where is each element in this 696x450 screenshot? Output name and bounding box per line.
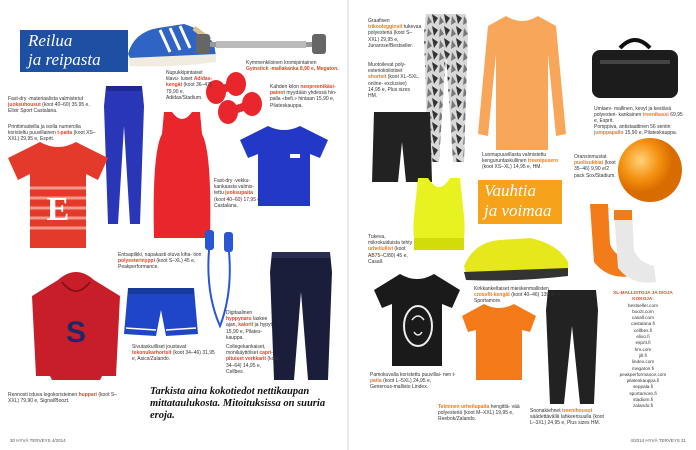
caption-text: Sivutaskuilliset joustavat: [132, 344, 187, 350]
caption-text: esteriokoilotiset: [368, 68, 403, 75]
gym-ball-image: [616, 136, 684, 204]
caption-text: (koot 40–60) 35,95 e,: [42, 102, 90, 109]
caption-socks: [574, 154, 618, 179]
caption-hoodie: [8, 392, 118, 404]
black-capri-image: [544, 290, 600, 406]
store-link: jill.fi: [639, 352, 647, 358]
caption-text: Rennosti istuva logokoristeinen: [8, 392, 78, 398]
store-link: pilateskauppa.fi: [626, 378, 660, 384]
caption-text: Gymstick -mallakanka 8,90 e, Megaton.: [246, 66, 339, 73]
caption-text: jumppapallo: [594, 130, 624, 137]
black-shorts-image: [370, 112, 434, 184]
folio-right: 4/2014 HYVÄ TERVEYS 31: [630, 438, 686, 443]
caption-text: juoksuhousut: [8, 102, 41, 109]
caption-text: (koot XS–XXL) 29,95 e, Esprit.: [8, 130, 96, 143]
caption-skipping-rope: [226, 310, 276, 341]
store-list-title: XL-MALLISTOJA JA ISOJA KOKOJA:: [613, 290, 673, 302]
store-link: seppala.fi: [632, 384, 654, 390]
caption-text: säädettävällä lahkeensuulla (koot: [530, 414, 604, 421]
caption-bag: [594, 106, 688, 125]
caption-text: Fast-dry -materiaalista valmistetut: [8, 96, 84, 102]
caption-text: kankainen: [618, 112, 642, 119]
store-link: sportamore.fi: [629, 390, 657, 396]
caption-black-capri: [530, 408, 610, 427]
caption-blue-shirt: [214, 178, 262, 209]
store-link: hm.com: [634, 346, 652, 352]
caption-text: neopreenikäsi-: [300, 84, 336, 90]
caption-text: (koot S–XXL) 29,95 e,: [368, 30, 413, 43]
svg-text:S: S: [65, 316, 87, 349]
caption-text: luiset: [180, 76, 193, 83]
store-link: peakperformance.com: [619, 371, 667, 377]
caption-text: exclusive) 14,95 e,: [368, 80, 407, 93]
caption-text: AB75–C/80) 45 e,: [368, 252, 408, 259]
caption-sneakers: [166, 70, 214, 101]
caption-text: (koot 36–47) 79,90 e,: [166, 82, 212, 95]
caption-text: Entsapilkki, napakasti otuva kiha-: [118, 252, 192, 258]
caption-text: 19,95 e, Reebok/Zalando.: [438, 410, 514, 423]
caption-text: 15,90 e, Pilateskauppa.: [624, 130, 678, 137]
caption-text: tion: [193, 252, 202, 258]
caption-text: L–3XL) 24,95 e, Plus sizes HM.: [530, 420, 601, 427]
heading-left-line2: ja reipasta: [28, 50, 101, 69]
caption-text: (koot 40–60): [214, 196, 243, 203]
caption-text: (koot 40–46): [511, 292, 540, 299]
caption-text: Casall.: [368, 258, 384, 265]
caption-text: laskee ajan,: [226, 316, 268, 329]
caption-dumbbells: [270, 84, 340, 109]
store-list: [608, 303, 678, 410]
heading-left-line1: Reilua: [28, 31, 73, 50]
caption-text: Kahden kilon: [270, 84, 299, 90]
caption-text: 15,90 e, Pilates-: [226, 328, 263, 335]
caption-text: tekonukarhortsit: [132, 350, 172, 357]
store-link: stadium.fi: [632, 397, 654, 403]
caption-text: (koot: [394, 246, 406, 253]
caption-shaping-shorts: [368, 62, 420, 99]
caption-text: Adidas/Stadium.: [166, 94, 203, 101]
caption-text: nen t-: [442, 372, 456, 378]
caption-text: polyesterinyppi: [118, 258, 155, 265]
caption-text: Generous-mallisto Lindex.: [370, 384, 429, 391]
store-link: casall.com: [631, 315, 655, 321]
caption-text: monikäyttöiset: [226, 350, 258, 357]
store-link: zalando.fi: [632, 403, 654, 409]
caption-text: t-paita: [57, 130, 73, 137]
caption-text: Elixir Sport Castalana.: [8, 108, 58, 115]
gym-bag-image: [590, 38, 680, 100]
caption-text: Kirkkankeltaiset mieskenmallisten: [474, 286, 549, 292]
caption-text: Soonakiehnet: [530, 408, 561, 414]
caption-text: Sox/Stadium.: [585, 172, 616, 179]
caption-text: (koot: [604, 160, 616, 167]
orange-longsleeve-image: [476, 14, 568, 152]
caption-text: tettu: [214, 190, 224, 197]
caption-text: kalorit: [238, 322, 254, 329]
caption-text: huppari: [78, 392, 97, 398]
caption-text: tukevaa polyesteriä: [368, 24, 422, 37]
caption-blue-leggings: [8, 96, 100, 115]
caption-text: tehty: [401, 240, 413, 247]
store-link: megaton.fi: [632, 365, 654, 371]
caption-text: hyppynaru: [226, 316, 252, 323]
caption-text: myydään yhdessä hin-: [286, 90, 337, 97]
caption-text: pituiset verkkarit: [226, 356, 267, 363]
caption-text: capri-: [259, 350, 273, 357]
caption-text: (koot 34–64) 14,95 e,: [226, 356, 279, 369]
store-link: cellbes.fi: [633, 327, 653, 333]
caption-text: Pomppiva, antistaattinen 56 sentin: [594, 124, 671, 130]
caption-gym-ball: [594, 124, 688, 136]
caption-text: puolisukkiat: [574, 160, 604, 167]
weight-bar-image: [196, 26, 326, 62]
caption-text: Tekninen urheilupaita: [438, 404, 490, 410]
caption-text: 17,95 e, Castalana.: [214, 196, 262, 209]
caption-text: (koot L–5XL) 24,95 e,: [383, 378, 432, 385]
caption-text: Pamokuvalla koristettu puuvillai-: [370, 372, 442, 378]
caption-black-tee: [370, 372, 456, 391]
caption-text: Fast-dry -vekku-: [214, 178, 251, 184]
caption-text: Cellbes.: [226, 368, 245, 375]
caption-text: palla «befi.» hintaan 15,90 e,: [270, 96, 335, 103]
store-link: elixo.fi: [636, 334, 650, 340]
caption-print-leggings: [368, 18, 422, 49]
caption-text: 45 e, Peakperformance.: [118, 258, 196, 271]
caption-text: treenihousut: [561, 408, 593, 414]
caption-text: 69,95 e, Esprit.: [594, 112, 683, 125]
caption-text: vää polyesteriä (koot M–XXL): [438, 404, 520, 417]
folio-left: 30 HYVÄ TERVEYS 4/2014: [10, 438, 66, 443]
caption-text: Muotoilevat poly-: [368, 62, 406, 68]
caption-text: Umlaev- mallinen, kevyt ja kestävä polyesteri-: [594, 106, 671, 119]
caption-text: shortsit: [368, 74, 387, 81]
caption-text: Graafisen: [368, 18, 390, 24]
page-gutter: [347, 0, 349, 450]
caption-text: Printtimadeilla ja isolla numerolla: [8, 124, 81, 130]
caption-text: (koot: [387, 74, 399, 81]
store-link: esprit.fi: [635, 340, 651, 346]
caption-capri: [226, 344, 280, 375]
caption-text: Adidas-kengät: [166, 76, 213, 89]
caption-text: Pilateskauppa.: [270, 102, 303, 109]
heading-right: [478, 180, 562, 224]
caption-text: XL–5XL, online-: [368, 74, 420, 87]
caption-text: crossfit-kengät: [474, 292, 510, 299]
caption-text: Digitaalinen: [226, 310, 253, 316]
caption-text: kauppa.: [226, 334, 244, 341]
blue-shorts-image: [124, 288, 198, 338]
caption-text: (koot S–XL): [156, 258, 183, 265]
caption-weight-bar: [246, 60, 342, 72]
caption-text: hypyt: [259, 322, 272, 329]
caption-text: (koot XS–XL) 14,95 e, HM.: [482, 164, 542, 171]
caption-text: Collegekankaiset,: [226, 344, 266, 350]
red-tank-top-image: [150, 112, 214, 240]
caption-text: juoksupaita: [225, 190, 253, 197]
svg-text:E: E: [46, 191, 70, 228]
red-e-tshirt-image: [6, 140, 110, 250]
caption-sports-bra: [368, 234, 414, 265]
caption-jump-rope: [118, 252, 202, 271]
heading-left: [20, 30, 128, 72]
caption-text: Plus sizes HM.: [368, 86, 410, 100]
caption-text: 31,95 e, Asics/Zalando.: [132, 350, 215, 363]
socks-image: [584, 200, 660, 288]
red-hoodie-image: [28, 270, 124, 382]
store-link: castalana.fi: [631, 321, 655, 327]
caption-red-tshirt: [8, 124, 100, 143]
caption-text: kankaasta valmis-: [214, 184, 255, 191]
caption-text: Kymmenkiloinen kromipintainen: [246, 60, 317, 66]
store-link: bestseller.com: [628, 302, 658, 308]
caption-orange-tee: [438, 404, 528, 423]
caption-text: trikoolegginsit: [368, 24, 403, 31]
store-link: lindex.com: [631, 359, 655, 365]
caption-orange-top: [482, 152, 566, 171]
caption-text: painot: [270, 90, 285, 97]
caption-yellow-shoes: [474, 286, 566, 305]
yellow-shoes-image: [460, 232, 572, 282]
caption-text: hengittä-: [490, 404, 511, 410]
caption-text: kenguruntaskullinen: [482, 158, 527, 165]
caption-text: 139,90 e, Sportamore.: [474, 292, 562, 305]
caption-text: treenipusero: [527, 158, 559, 165]
caption-text: Junarose/Bestseller.: [368, 42, 414, 49]
orange-tee-image: [460, 302, 538, 382]
caption-text: 35–46) 9,90 e/2 pack: [574, 166, 610, 179]
caption-text: Tukeva, mikrokuiduista: [368, 234, 400, 247]
caption-text: (koot 34–46): [172, 350, 201, 357]
caption-text: paita: [370, 378, 382, 385]
caption-shorts: [132, 344, 216, 363]
heading-right-line1: Vauhtia: [484, 181, 536, 200]
pull-quote: Tarkista aina kokotiedot nettikaupan mittataulukosta. Mitoituksissa on suuria eroja.: [150, 386, 326, 421]
store-link: boozt.com: [632, 308, 654, 314]
caption-text: Luomupuuvillasta valmistettu: [482, 152, 547, 158]
caption-text: urheiluliivi: [368, 246, 394, 253]
store-list-sidebar: [608, 290, 678, 410]
caption-text: ja: [254, 322, 259, 329]
black-graphic-tee-image: [372, 272, 462, 368]
caption-text: Nupukkipintaiset tilavu-: [166, 70, 203, 83]
heading-right-line2: ja voimaa: [484, 201, 552, 220]
caption-text: treenikassi: [642, 112, 669, 119]
caption-text: (koot S–XXL) 79,90 e, Signal/Boozt.: [8, 392, 117, 405]
caption-text: Oransinmustat: [574, 154, 607, 160]
caption-text: koristeltu puuvillainen: [8, 130, 56, 137]
